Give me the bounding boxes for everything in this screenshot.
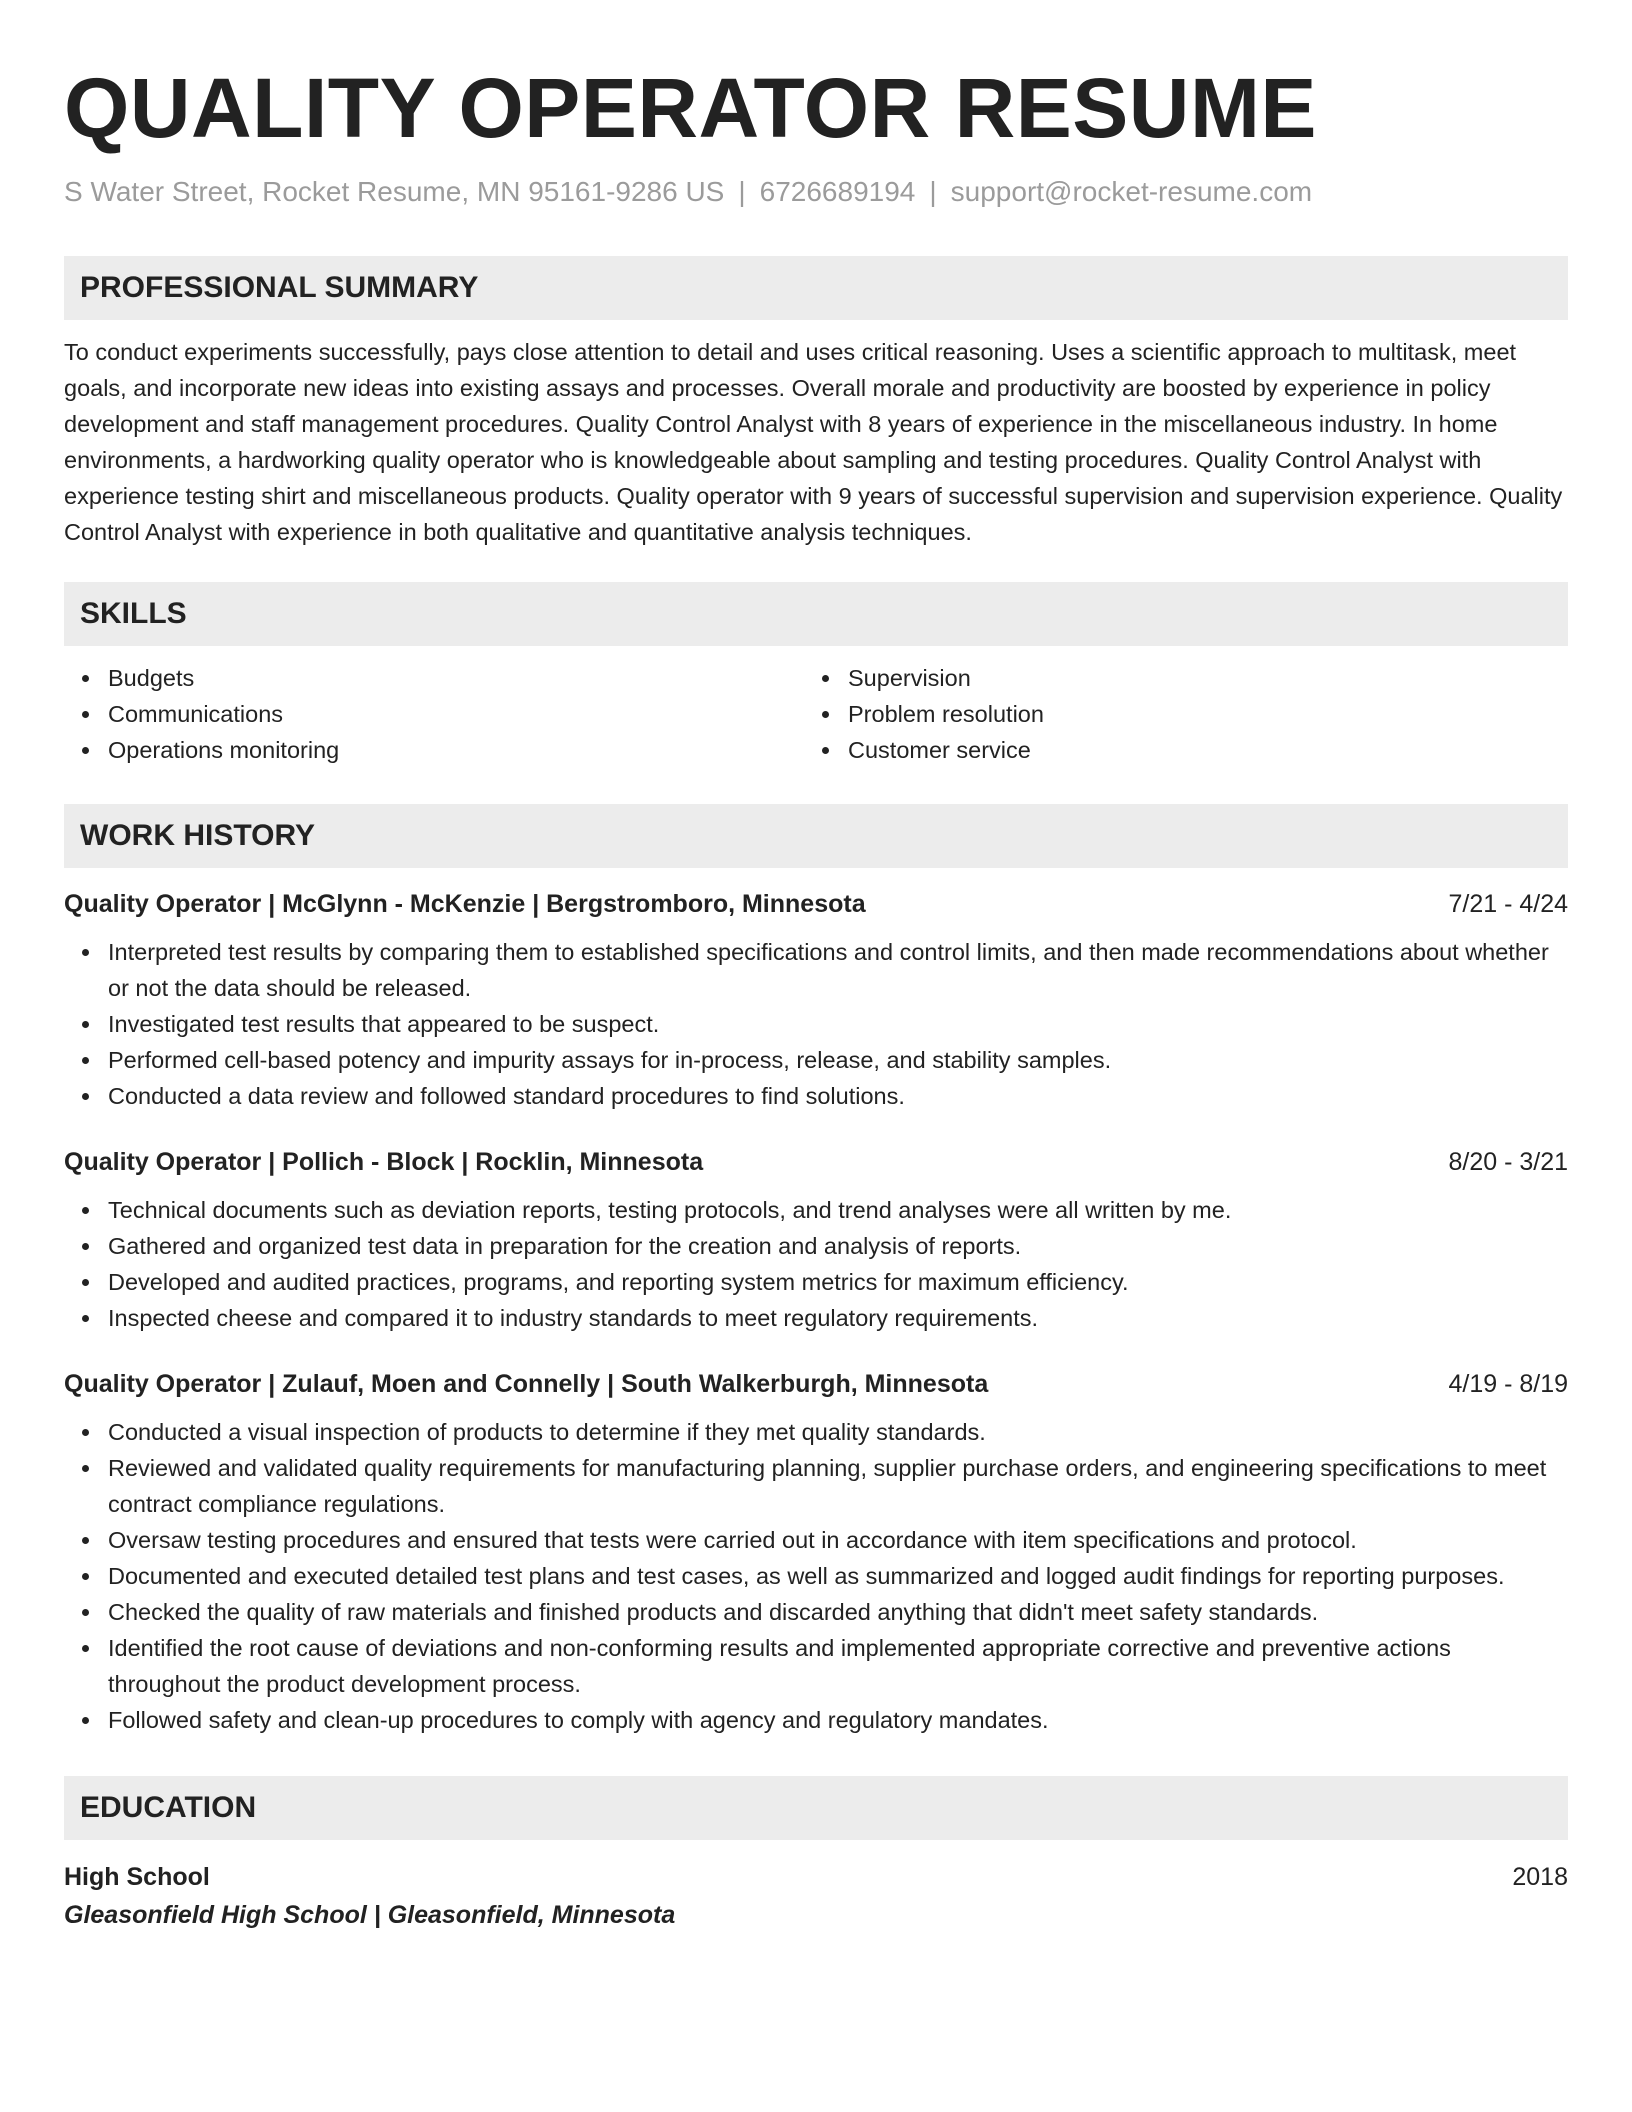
job-title: Quality Operator | Zulauf, Moen and Connelly | South Walkerburgh, Minnesota <box>64 1370 989 1398</box>
job-bullet: Identified the root cause of deviations and non-conforming results and implemented appropriate corrective and preventive actions throughout the product development process. <box>64 1630 1568 1702</box>
job-header <box>64 1144 1568 1180</box>
job-bullets <box>64 934 1568 1114</box>
job-bullet: Technical documents such as deviation reports, testing protocols, and trend analyses were all written by me. <box>64 1192 1568 1228</box>
job-bullet: Gathered and organized test data in preparation for the creation and analysis of reports. <box>64 1228 1568 1264</box>
skill-item: Budgets <box>64 660 804 696</box>
skill-item: Supervision <box>804 660 1544 696</box>
section-header-summary: PROFESSIONAL SUMMARY <box>64 256 1568 320</box>
section-header-work-history: WORK HISTORY <box>64 804 1568 868</box>
skill-item: Operations monitoring <box>64 732 804 768</box>
section-header-skills: SKILLS <box>64 582 1568 646</box>
section-header-education: EDUCATION <box>64 1776 1568 1840</box>
contact-address: S Water Street, Rocket Resume, MN 95161-9286 US <box>64 176 725 207</box>
job-bullet: Checked the quality of raw materials and finished products and discarded anything that didn't meet safety standards. <box>64 1594 1568 1630</box>
job-bullets <box>64 1414 1568 1738</box>
job-entry <box>64 1366 1568 1738</box>
job-bullet: Developed and audited practices, programs, and reporting system metrics for maximum efficiency. <box>64 1264 1568 1300</box>
job-entry <box>64 886 1568 1114</box>
job-bullet: Oversaw testing procedures and ensured that tests were carried out in accordance with item specifications and protocol. <box>64 1522 1568 1558</box>
job-dates: 4/19 - 8/19 <box>1448 1370 1568 1398</box>
job-header <box>64 886 1568 922</box>
skill-item: Customer service <box>804 732 1544 768</box>
contact-email: support@rocket-resume.com <box>950 176 1313 207</box>
skills-column-left <box>64 660 804 768</box>
education-entry <box>64 1858 1568 1934</box>
resume-title: QUALITY OPERATOR RESUME <box>64 61 1317 155</box>
education-header <box>64 1858 1568 1896</box>
job-entry <box>64 1144 1568 1336</box>
education-year: 2018 <box>1512 1863 1568 1891</box>
job-bullet: Documented and executed detailed test plans and test cases, as well as summarized and logged audit findings for reporting purposes. <box>64 1558 1568 1594</box>
skill-item: Problem resolution <box>804 696 1544 732</box>
education-school: Gleasonfield High School | Gleasonfield, Minnesota <box>64 1901 676 1929</box>
contact-separator: | <box>929 176 937 207</box>
skill-item: Communications <box>64 696 804 732</box>
skills-column-right <box>804 660 1544 768</box>
job-bullet: Conducted a data review and followed standard procedures to find solutions. <box>64 1078 1568 1114</box>
job-bullet: Performed cell-based potency and impurity assays for in-process, release, and stability samples. <box>64 1042 1568 1078</box>
job-title: Quality Operator | McGlynn - McKenzie | Bergstromboro, Minnesota <box>64 890 866 918</box>
job-bullet: Inspected cheese and compared it to industry standards to meet regulatory requirements. <box>64 1300 1568 1336</box>
skills-list <box>64 660 1568 768</box>
job-dates: 7/21 - 4/24 <box>1448 890 1568 918</box>
job-bullet: Interpreted test results by comparing them to established specifications and control limits, and then made recommendations about whether or not the data should be released. <box>64 934 1568 1006</box>
job-bullet: Investigated test results that appeared to be suspect. <box>64 1006 1568 1042</box>
education-degree: High School <box>64 1863 210 1891</box>
job-bullet: Reviewed and validated quality requirements for manufacturing planning, supplier purchase orders, and engineering specifications to meet contract compliance regulations. <box>64 1450 1568 1522</box>
job-bullets <box>64 1192 1568 1336</box>
contact-separator: | <box>738 176 746 207</box>
job-header <box>64 1366 1568 1402</box>
contact-line <box>64 178 1568 206</box>
job-bullet: Conducted a visual inspection of products to determine if they met quality standards. <box>64 1414 1568 1450</box>
job-bullet: Followed safety and clean-up procedures to comply with agency and regulatory mandates. <box>64 1702 1568 1738</box>
job-title: Quality Operator | Pollich - Block | Rocklin, Minnesota <box>64 1148 704 1176</box>
contact-phone: 6726689194 <box>759 176 916 207</box>
summary-text: To conduct experiments successfully, pays close attention to detail and uses critical reasoning. Uses a scientific approach to multitask, meet goals, and incorporate new ideas into existing assays and processes. Overall morale and productivity are boosted by experience in policy development and staff management procedures. Quality Control Analyst with 8 years of experience in the miscellaneous industry. In home environments, a hardworking quality operator who is knowledgeable about sampling and testing procedures. Quality Control Analyst with experience testing shirt and miscellaneous products. Quality operator with 9 years of successful supervision and supervision experience. Quality Control Analyst with experience in both qualitative and quantitative analysis techniques. <box>64 339 1563 545</box>
job-dates: 8/20 - 3/21 <box>1448 1148 1568 1176</box>
